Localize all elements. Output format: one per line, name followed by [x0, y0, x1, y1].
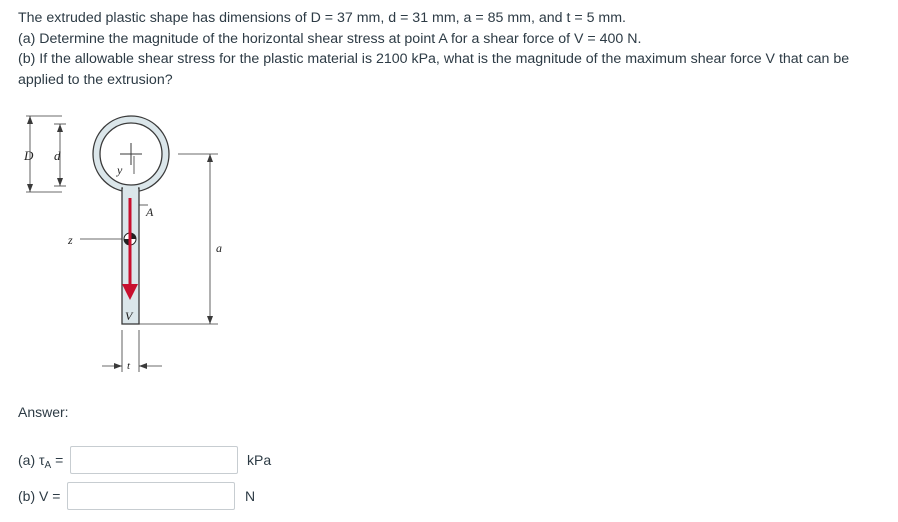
label-a: a — [216, 241, 222, 255]
label-A: A — [146, 205, 154, 219]
answer-a-equals: = — [51, 452, 64, 468]
answer-b-unit: N — [245, 488, 256, 504]
problem-line-3: (b) If the allowable shear stress for the plastic material is 2100 kPa, what is the magnitude of the maximum shear force V that can be — [18, 51, 850, 67]
problem-line-2: (a) Determine the magnitude of the horizontal shear stress at point A for a shear force of V = 400 N. — [18, 30, 642, 47]
answer-heading: Answer: — [18, 404, 69, 420]
label-t: t — [127, 360, 131, 372]
problem-line-1: The extruded plastic shape has dimensions of D = 37 mm, d = 31 mm, a = 85 mm, and t = 5 mm. — [18, 10, 626, 26]
answer-a-unit: kPa — [247, 452, 272, 468]
answer-a-prefix: (a) τ — [18, 452, 45, 468]
answer-a-input[interactable] — [70, 446, 238, 474]
answer-b-input[interactable] — [67, 482, 235, 510]
answer-a-subscript: A — [44, 460, 52, 471]
answer-b-label: (b) V = — [18, 488, 61, 504]
answer-a-label — [18, 452, 64, 471]
label-V: V — [125, 309, 133, 323]
label-D: D — [24, 148, 34, 163]
label-y: y — [117, 163, 123, 177]
label-d: d — [54, 148, 61, 163]
label-z: z — [68, 233, 73, 247]
problem-statement — [18, 8, 888, 90]
problem-line-4: applied to the extrusion? — [18, 71, 173, 88]
extrusion-figure — [18, 112, 238, 382]
